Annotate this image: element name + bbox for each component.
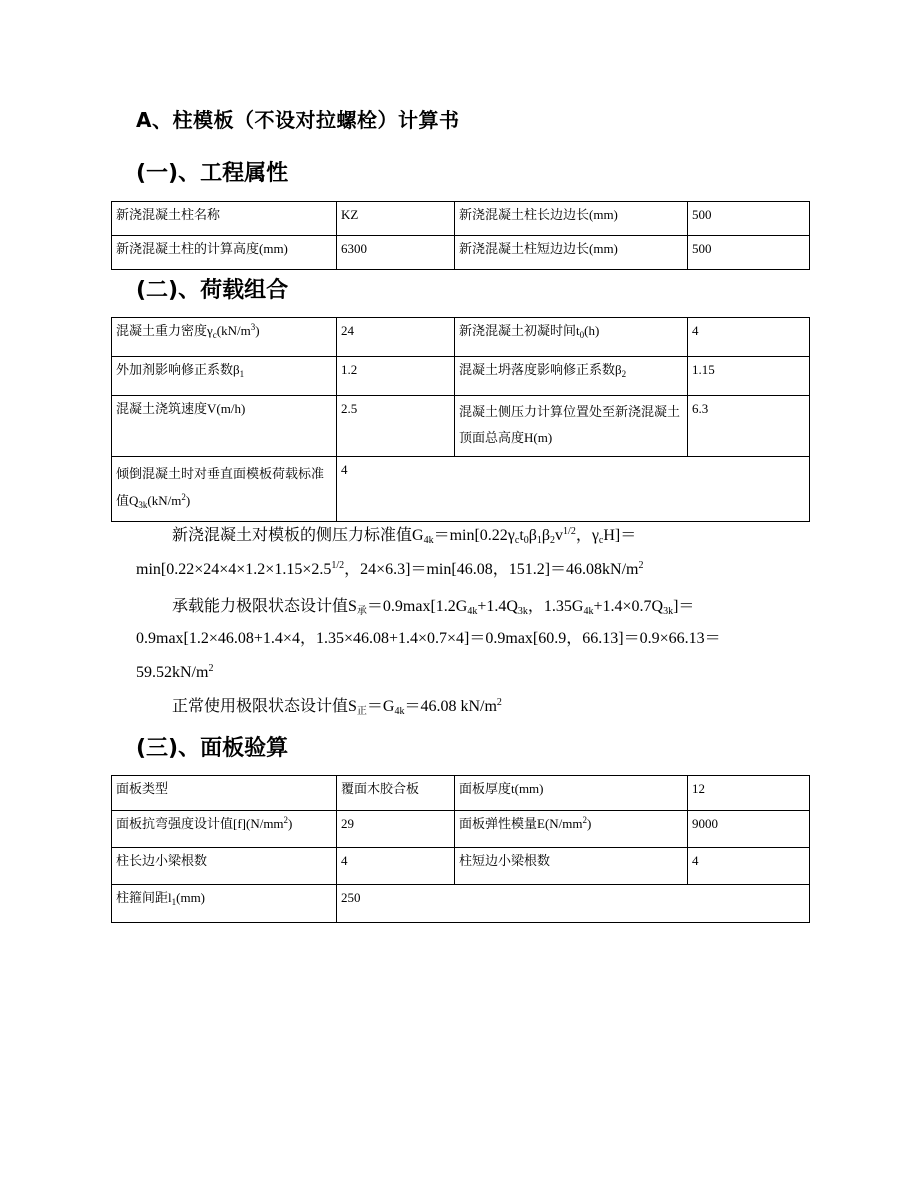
section-heading-load-combination: (二)、荷载组合 bbox=[136, 278, 289, 303]
cell-text: 外加剂影响修正系数β bbox=[116, 362, 240, 377]
calc-ultimate-limit-line1 bbox=[136, 590, 816, 623]
calc-superscript: 2 bbox=[638, 560, 644, 571]
table-cell bbox=[455, 318, 688, 357]
table-cell: 6.3 bbox=[688, 396, 810, 457]
cell-superscript: 2 bbox=[181, 492, 186, 502]
calc-subscript: 3k bbox=[517, 606, 528, 617]
cell-text: 柱箍间距l bbox=[116, 890, 172, 905]
cell-text: 倾倒混凝土时对垂直面模板荷载标准值Q bbox=[116, 466, 325, 508]
cell-text: 面板弹性模量E(N/mm bbox=[459, 816, 583, 831]
table-cell: 24 bbox=[337, 318, 455, 357]
calc-lateral-pressure-line1 bbox=[136, 519, 816, 552]
calc-subscript: 承 bbox=[356, 606, 367, 617]
table-cell: 2.5 bbox=[337, 396, 455, 457]
section-heading-panel-check: (三)、面板验算 bbox=[136, 736, 289, 761]
calc-text: β bbox=[528, 527, 537, 544]
table-cell: 新浇混凝土柱短边边长(mm) bbox=[455, 236, 688, 270]
calc-subscript: 3k bbox=[663, 606, 674, 617]
table-row bbox=[112, 848, 810, 885]
calc-subscript: 4k bbox=[394, 706, 405, 717]
table-row bbox=[112, 202, 810, 236]
cell-subscript: 2 bbox=[621, 369, 627, 379]
table-cell: 4 bbox=[337, 457, 810, 522]
cell-text: 新浇混凝土初凝时间t bbox=[459, 323, 580, 338]
calc-subscript: 4k bbox=[467, 606, 478, 617]
table-row bbox=[112, 457, 810, 522]
table-cell bbox=[455, 811, 688, 848]
table-cell: 混凝土浇筑速度V(m/h) bbox=[112, 396, 337, 457]
table-cell: 1.2 bbox=[337, 357, 455, 396]
table-cell: 新浇混凝土柱长边边长(mm) bbox=[455, 202, 688, 236]
table-cell: 柱长边小梁根数 bbox=[112, 848, 337, 885]
cell-text: ) bbox=[255, 323, 260, 338]
cell-text: ) bbox=[587, 816, 592, 831]
cell-subscript: 0 bbox=[579, 330, 585, 340]
table-cell: 4 bbox=[337, 848, 455, 885]
cell-text: (mm) bbox=[176, 890, 206, 905]
cell-subscript: c bbox=[212, 330, 217, 340]
table-cell: 1.15 bbox=[688, 357, 810, 396]
table-cell: 250 bbox=[337, 885, 810, 923]
table-cell: 面板厚度t(mm) bbox=[455, 776, 688, 811]
panel-check-table bbox=[111, 775, 810, 923]
document-title: A、柱模板（不设对拉螺栓）计算书 bbox=[136, 108, 460, 132]
table-cell: 柱短边小梁根数 bbox=[455, 848, 688, 885]
table-cell: 混凝土侧压力计算位置处至新浇混凝土顶面总高度H(m) bbox=[455, 396, 688, 457]
table-cell bbox=[112, 811, 337, 848]
calc-text: 承载能力极限状态设计值S bbox=[172, 598, 357, 615]
calc-text: min[0.22×24×4×1.2×1.15×2.5 bbox=[136, 561, 332, 578]
table-cell: 4 bbox=[688, 848, 810, 885]
cell-superscript: 2 bbox=[582, 815, 587, 825]
calc-subscript: 4k bbox=[583, 606, 594, 617]
table-row bbox=[112, 396, 810, 457]
cell-subscript: 1 bbox=[239, 369, 245, 379]
calc-ultimate-limit-line2: 0.9max[1.2×46.08+1.4×4，1.35×46.08+1.4×0.7×4]＝0.9max[60.9，66.13]＝0.9×66.13＝ bbox=[136, 630, 721, 647]
calc-lateral-pressure-line2 bbox=[136, 553, 816, 586]
calc-text: H]＝ bbox=[603, 527, 637, 544]
table-row bbox=[112, 357, 810, 396]
table-cell: 覆面木胶合板 bbox=[337, 776, 455, 811]
calc-text: +1.4Q bbox=[477, 598, 518, 615]
calc-ultimate-limit-line3 bbox=[136, 656, 816, 689]
table-cell bbox=[112, 318, 337, 357]
table-cell bbox=[112, 357, 337, 396]
calc-text: β bbox=[541, 527, 551, 544]
calc-text: ＝0.9max[1.2G bbox=[366, 598, 468, 615]
cell-text: ) bbox=[185, 493, 191, 508]
cell-text: (kN/m bbox=[147, 493, 182, 508]
calc-subscript: 4k bbox=[423, 535, 434, 546]
table-cell: 6300 bbox=[337, 236, 455, 270]
cell-text: ) bbox=[288, 816, 293, 831]
table-cell: 4 bbox=[688, 318, 810, 357]
table-row bbox=[112, 776, 810, 811]
calc-text: ＝min[0.22γ bbox=[433, 527, 515, 544]
cell-text: (h) bbox=[584, 323, 600, 338]
calc-text: 新浇混凝土对模板的侧压力标准值G bbox=[172, 527, 424, 544]
table-cell: 12 bbox=[688, 776, 810, 811]
calc-text: ，1.35G bbox=[527, 598, 584, 615]
table-cell bbox=[455, 357, 688, 396]
cell-text: (kN/m bbox=[216, 323, 251, 338]
cell-text: 混凝土坍落度影响修正系数β bbox=[459, 362, 622, 377]
table-cell: 新浇混凝土柱的计算高度(mm) bbox=[112, 236, 337, 270]
calc-subscript: 0 bbox=[523, 535, 529, 546]
calc-text: ＝G bbox=[366, 698, 395, 715]
calc-text: ]＝ bbox=[673, 598, 695, 615]
table-cell: 面板类型 bbox=[112, 776, 337, 811]
calc-subscript: 2 bbox=[550, 535, 556, 546]
cell-superscript: 3 bbox=[250, 322, 256, 332]
table-cell: 500 bbox=[688, 202, 810, 236]
calc-subscript: 1 bbox=[536, 535, 542, 546]
table-row bbox=[112, 811, 810, 848]
calc-text: v bbox=[555, 527, 564, 544]
calc-serviceability-limit bbox=[136, 690, 816, 723]
cell-subscript: 3k bbox=[138, 500, 148, 510]
calc-superscript: 2 bbox=[208, 663, 214, 674]
calc-superscript: 2 bbox=[496, 697, 502, 708]
calc-text: 正常使用极限状态设计值S bbox=[172, 698, 357, 715]
section-heading-engineering-properties: (一)、工程属性 bbox=[136, 161, 289, 186]
cell-superscript: 2 bbox=[283, 815, 289, 825]
calc-text: ，24×6.3]＝min[46.08，151.2]＝46.08kN/m bbox=[344, 561, 639, 578]
table-row bbox=[112, 318, 810, 357]
calc-superscript: 1/2 bbox=[563, 526, 576, 537]
table-cell: 9000 bbox=[688, 811, 810, 848]
calc-text: ，γ bbox=[575, 527, 599, 544]
cell-text: 混凝土重力密度γ bbox=[116, 323, 213, 338]
table-cell bbox=[112, 885, 337, 923]
table-cell: 29 bbox=[337, 811, 455, 848]
table-cell: 500 bbox=[688, 236, 810, 270]
table-cell: 新浇混凝土柱名称 bbox=[112, 202, 337, 236]
calc-text: 59.52kN/m bbox=[136, 664, 209, 681]
calc-subscript: c bbox=[598, 535, 604, 546]
engineering-properties-table bbox=[111, 201, 810, 270]
cell-subscript: 1 bbox=[171, 897, 177, 907]
calc-superscript: 1/2 bbox=[331, 560, 345, 571]
table-row bbox=[112, 885, 810, 923]
table-cell bbox=[112, 457, 337, 522]
calc-subscript: 正 bbox=[356, 706, 367, 717]
table-cell: KZ bbox=[337, 202, 455, 236]
load-combination-table bbox=[111, 317, 810, 522]
calc-subscript: c bbox=[514, 535, 520, 546]
calc-text: t bbox=[519, 527, 524, 544]
calc-text: +1.4×0.7Q bbox=[593, 598, 664, 615]
table-row bbox=[112, 236, 810, 270]
calc-text: ＝46.08 kN/m bbox=[404, 698, 497, 715]
cell-text: 面板抗弯强度设计值[f](N/mm bbox=[116, 816, 284, 831]
